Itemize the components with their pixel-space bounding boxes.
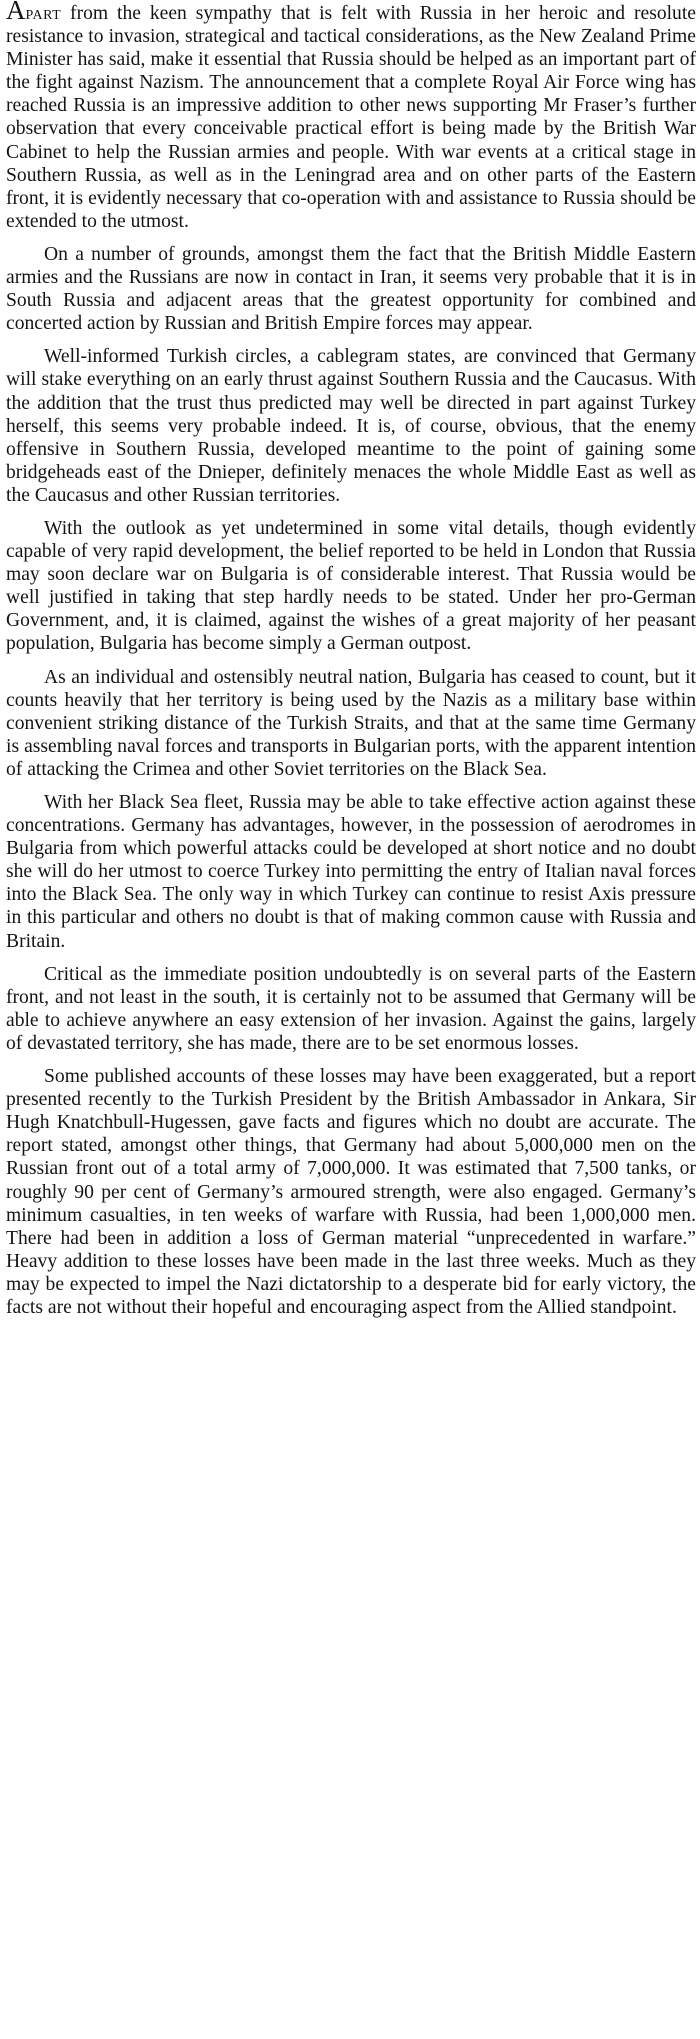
article-paragraph-2: On a number of grounds, amongst them the fact that the British Middle Eastern armies and the Russians are now in contact in Iran, it seems very probable that it is in South Russia and adjacent areas that the greatest opportunity for combined and concerted action by Russian and British Empire forces may appear. [6, 243, 696, 335]
article-paragraph-5: As an individual and ostensibly neutral nation, Bulgaria has ceased to count, but it counts heavily that her territory is being used by the Nazis as a military base within convenient striking distance of the Turkish Straits, and that at the same time Germany is assembling naval forces and transports in Bulgarian ports, with the apparent intention of attacking the Crimea and other Soviet territories on the Black Sea. [6, 666, 696, 780]
article-paragraph-3: Well-informed Turkish circles, a cablegram states, are convinced that Germany will stake everything on an early thrust against Southern Russia and the Caucasus. With the addition that the trust thus predicted may well be directed in part against Turkey herself, this seems very probable indeed. It is, of course, obvious, that the enemy offensive in Southern Russia, developed meantime to the point of gaining some bridgeheads east of the Dnieper, definitely menaces the whole Middle East as well as the Caucasus and other Russian territories. [6, 346, 696, 506]
article-paragraph-4: With the outlook as yet undetermined in some vital details, though evidently capable of very rapid development, the belief reported to be held in London that Russia may soon declare war on Bulgaria is of considerable interest. That Russia would be well justified in taking that step hardly needs to be stated. Under her pro-German Government, and, it is claimed, against the wishes of a great majority of her peasant population, Bulgaria has become simply a German outpost. [6, 517, 696, 655]
article-lead-paragraph [6, 0, 696, 233]
lead-smallcaps: part [25, 3, 62, 24]
article-paragraph-7: Critical as the immediate position undoubtedly is on several parts of the Eastern front, and not least in the south, it is certainly not to be assumed that Germany will be able to achieve anywhere an easy extension of her invasion. Against the gains, largely of devastated territory, she has made, there are to be set enormous losses. [6, 963, 696, 1054]
article-paragraph-8: Some published accounts of these losses may have been exaggerated, but a report presented recently to the Turkish President by the British Ambassador in Ankara, Sir Hugh Knatchbull-Hugessen, gave facts and figures which no doubt are accurate. The report stated, amongst other things, that Germany had about 5,000,000 men on the Russian front out of a total army of 7,000,000. It was estimated that 7,500 tanks, or roughly 90 per cent of Germany’s armoured strength, were also engaged. Germany’s minimum casualties, in ten weeks of warfare with Russia, had been 1,000,000 men. There had been in addition a loss of German material “unprecedented in warfare.” Heavy addition to these losses have been made in the last three weeks. Much as they may be expected to impel the Nazi dictatorship to a desperate bid for early victory, the facts are not without their hopeful and encouraging aspect from the Allied standpoint. [6, 1066, 696, 1318]
lead-text: from the keen sympathy that is felt with Russia in her heroic and resolute resistance to invasion, strategical and tactical considerations, as the New Zealand Prime Minister has said, make it essential that Russia should be helped as an important part of the fight against Nazism. The announcement that a complete Royal Air Force wing has reached Russia is an impressive addition to other news supporting Mr Fraser’s further observation that every conceivable practical effort is being made by the British War Cabinet to help the Russian armies and people. With war events at a critical stage in Southern Russia, as well as in the Leningrad area and on other parts of the Eastern front, it is evidently necessary that co-operation with and assistance to Russia should be extended to the utmost. [6, 3, 696, 232]
article-paragraph-6: With her Black Sea fleet, Russia may be able to take effective action against these concentrations. Germany has advantages, however, in the possession of aerodromes in Bulgaria from which powerful attacks could be developed at short notice and no doubt she will do her utmost to coerce Turkey into permitting the entry of Italian naval forces into the Black Sea. The only way in which Turkey can continue to resist Axis pressure in this particular and others no doubt is that of making common cause with Russia and Britain. [6, 792, 696, 952]
newspaper-article [6, 0, 696, 1319]
drop-cap: A [6, 0, 26, 25]
